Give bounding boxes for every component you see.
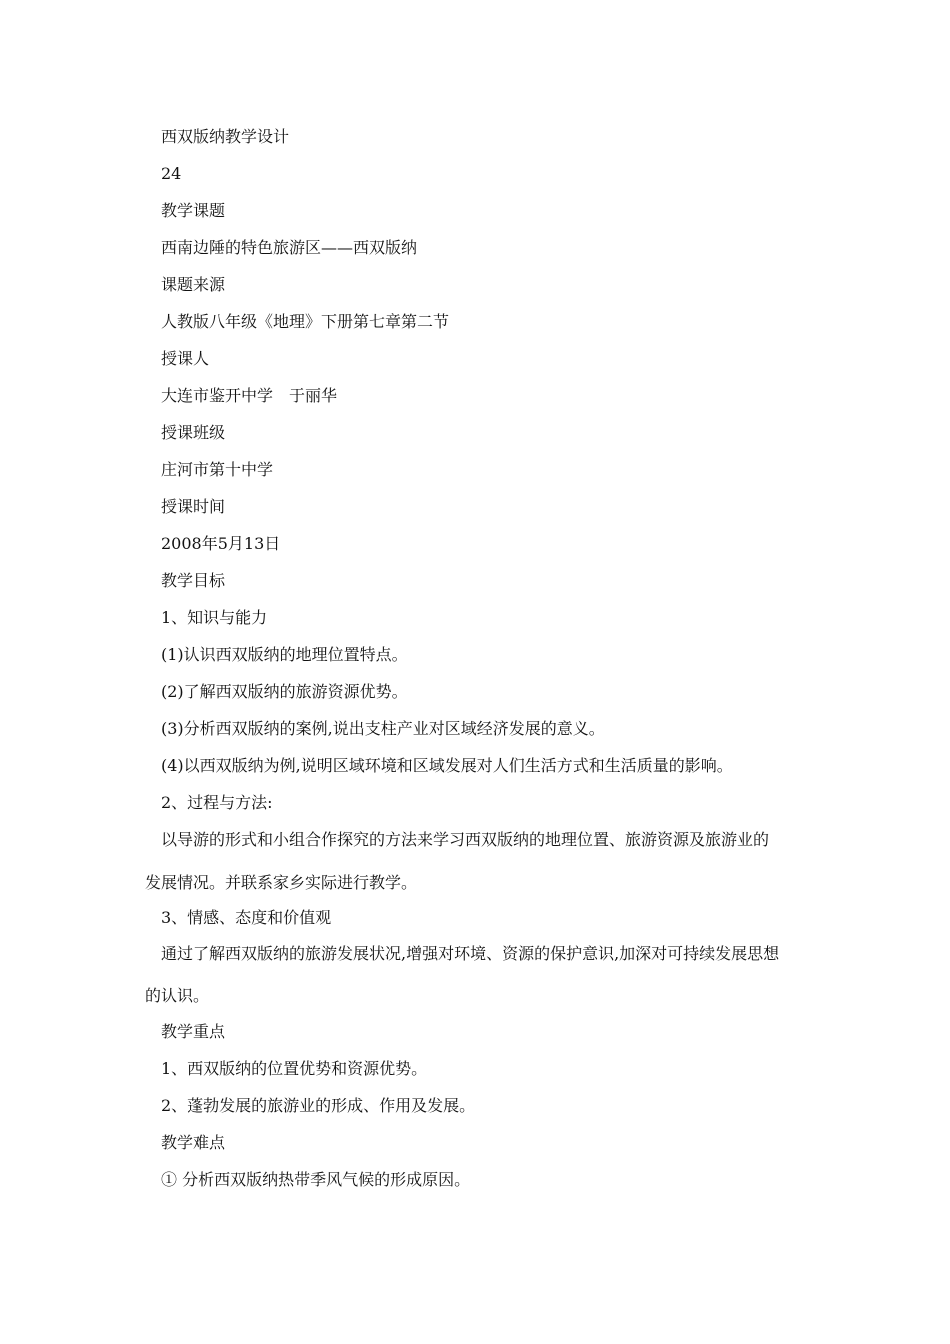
field-value-source: 人教版八年级《地理》下册第七章第二节 (161, 312, 450, 331)
subheading-knowledge: 1、知识与能力 (161, 608, 268, 627)
field-value-topic: 西南边陲的特色旅游区——西双版纳 (161, 238, 418, 257)
paragraph-line: 以导游的形式和小组合作探究的方法来学习西双版纳的地理位置、旅游资源及旅游业的 (161, 830, 770, 849)
list-item: (3)分析西双版纳的案例,说出支柱产业对区域经济发展的意义。 (161, 719, 605, 738)
field-label-teacher: 授课人 (161, 349, 210, 368)
field-value-time: 2008年5月13日 (161, 534, 281, 553)
list-item: ① 分析西双版纳热带季风气候的形成原因。 (161, 1170, 471, 1189)
field-value-class: 庄河市第十中学 (161, 460, 274, 479)
section-heading-objectives: 教学目标 (161, 571, 226, 590)
list-item: (2)了解西双版纳的旅游资源优势。 (161, 682, 408, 701)
list-item: (4)以西双版纳为例,说明区域环境和区域发展对人们生活方式和生活质量的影响。 (161, 756, 733, 775)
page-number: 24 (161, 164, 182, 183)
field-label-time: 授课时间 (161, 497, 226, 516)
subheading-process: 2、过程与方法: (161, 793, 273, 812)
subheading-attitude: 3、情感、态度和价值观 (161, 908, 332, 927)
paragraph-line: 通过了解西双版纳的旅游发展状况,增强对环境、资源的保护意识,加深对可持续发展思想 (161, 944, 780, 963)
list-item: 2、蓬勃发展的旅游业的形成、作用及发展。 (161, 1096, 476, 1115)
field-label-source: 课题来源 (161, 275, 226, 294)
paragraph-line: 发展情况。并联系家乡实际进行教学。 (145, 873, 418, 892)
document-title: 西双版纳教学设计 (161, 127, 290, 146)
field-label-class: 授课班级 (161, 423, 226, 442)
paragraph-line: 的认识。 (145, 986, 210, 1005)
list-item: (1)认识西双版纳的地理位置特点。 (161, 645, 408, 664)
list-item: 1、西双版纳的位置优势和资源优势。 (161, 1059, 428, 1078)
section-heading-key-points: 教学重点 (161, 1022, 226, 1041)
field-value-teacher: 大连市鉴开中学 于丽华 (161, 386, 338, 405)
section-heading-difficulties: 教学难点 (161, 1133, 226, 1152)
field-label-topic: 教学课题 (161, 201, 226, 220)
